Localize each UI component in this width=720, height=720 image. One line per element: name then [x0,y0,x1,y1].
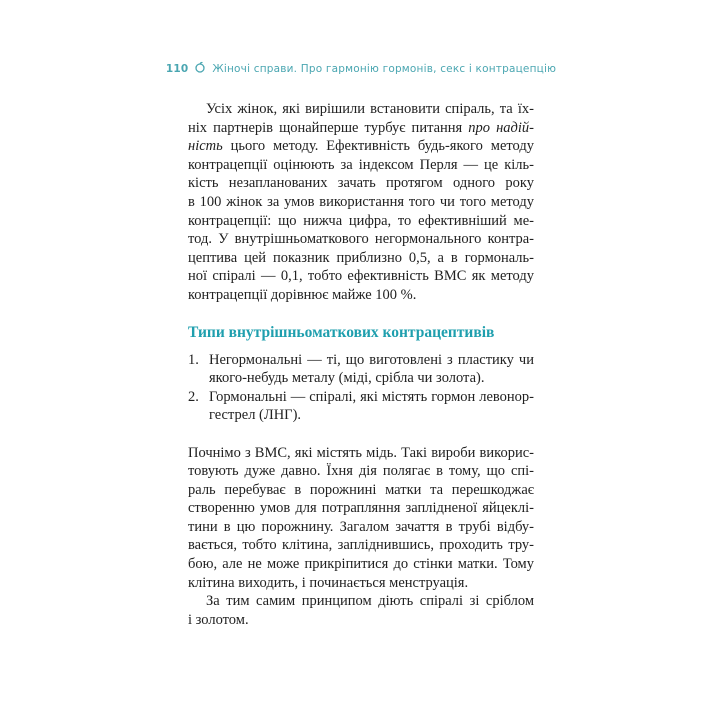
text-line: вається, тобто клітина, запліднившись, проходить тру- [188,537,534,554]
section-heading: Типи внутрішньоматкових контрацептивів [188,323,495,341]
text-line: клітина виходить, і починається менструація. [188,574,469,591]
text-line: в 100 жінок за умов використання того чи того методу [188,193,534,210]
text-line: Гормональні — спіралі, які містять гормон левонор- [209,388,534,405]
text-line: створенню умов для потрапляння заплідненої яйцеклі- [188,500,534,517]
list-item [188,388,534,425]
text-line: контрацепції оцінюють за індексом Перля — це кіль- [188,156,534,173]
list-marker: 2. [188,388,199,405]
text-line: ність цього методу. Ефективність будь-якого методу [188,138,534,155]
paragraph [188,592,534,629]
text-line: цептива цей показник приблизно 0,5, а в гормональ- [188,249,534,266]
text-line: Негормональні — ті, що виготовлені з пластику чи [209,351,534,368]
list-marker: 1. [188,351,199,368]
text-line: ної спіралі — 0,1, тобто ефективність ВМС як методу [188,268,534,285]
text-line: контрацепції: що нижча цифра, то ефективніший ме- [188,212,534,229]
text-line: раль перебуває в порожнині матки та перешкоджає [188,481,534,498]
doodle-circle-icon [194,61,206,76]
text-column [188,100,534,629]
paragraph [188,444,534,593]
text-line: і золотом. [188,611,249,628]
text-line: гестрел (ЛНГ). [209,407,302,424]
text-line: бою, але не може прикріпитися до стінки матки. Тому [188,556,534,573]
text-line: тод. У внутрішньоматкового негормонального контра- [188,231,534,248]
text-line: тини в цю порожнину. Загалом зачаття в трубі відбу- [188,518,534,535]
paragraph [188,100,534,305]
text-line: кість незапланованих зачать протягом одного року [188,175,534,192]
text-line: ніх партнерів щонайперше турбує питання про надій- [188,119,534,136]
page-number: 110 [165,62,189,75]
text-line: контрацепції дорівнює майже 100 %. [188,286,417,303]
ordered-list [188,351,534,425]
running-title: Жіночі справи. Про гармонію гормонів, секс і контрацепцію [212,62,557,75]
running-header [165,61,557,76]
list-item [188,351,534,388]
text-line: Почнімо з ВМС, які містять мідь. Такі вироби викорис- [188,444,534,461]
text-line: якого-небудь металу (міді, срібла чи золота). [209,370,485,387]
text-line: Усіх жінок, які вирішили встановити спіраль, та їх- [206,101,534,117]
text-line: За тим самим принципом діють спіралі зі сріблом [206,593,534,610]
text-line: товують дуже давно. Їхня дія полягає в тому, що спі- [188,463,534,480]
